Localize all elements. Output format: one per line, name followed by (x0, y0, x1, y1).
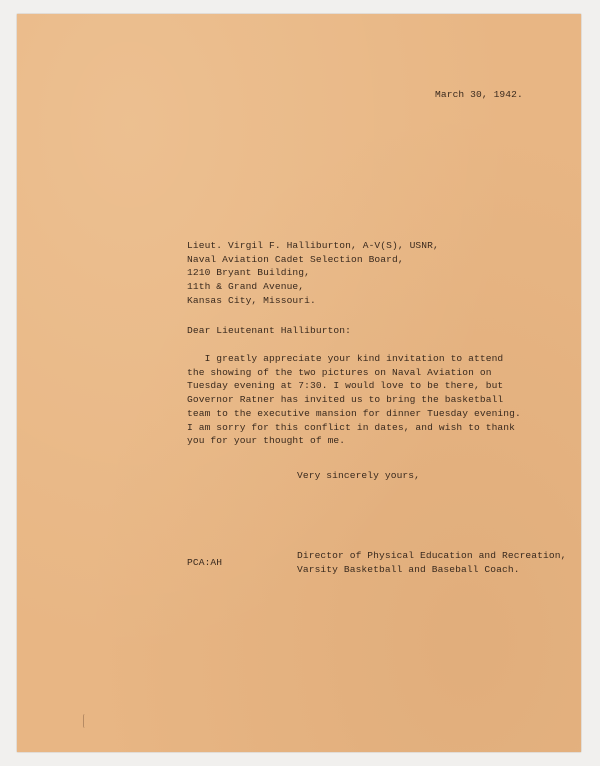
body-line: Governor Ratner has invited us to bring the basketball (187, 394, 504, 406)
signature-line: Varsity Basketball and Baseball Coach. (297, 563, 520, 575)
body-line: you for your thought of me. (187, 435, 346, 447)
letter-page (17, 14, 581, 752)
salutation: Dear Lieutenant Halliburton: (187, 325, 352, 336)
address-line: 11th & Grand Avenue, (187, 281, 305, 293)
signature-line: Director of Physical Education and Recreation, (297, 550, 567, 561)
body-line: Tuesday evening at 7:30. I would love to be there, but (187, 380, 504, 392)
recipient-address (187, 239, 439, 308)
address-line: 1210 Bryant Building, (187, 267, 311, 279)
letter-body (187, 352, 521, 448)
letter-date: March 30, 1942. (435, 89, 523, 100)
typist-initials: PCA:AH (187, 557, 223, 568)
closing: Very sincerely yours, (297, 470, 421, 481)
paper-mark (83, 714, 87, 728)
body-line: the showing of the two pictures on Naval Aviation on (187, 366, 492, 378)
body-line: team to the executive mansion for dinner Tuesday evening. (187, 407, 521, 419)
body-line: I am sorry for this conflict in dates, and wish to thank (187, 421, 516, 433)
body-line: I greatly appreciate your kind invitation to attend (187, 353, 504, 364)
address-line: Lieut. Virgil F. Halliburton, A-V(S), USNR, (187, 240, 439, 251)
address-line: Naval Aviation Cadet Selection Board, (187, 253, 404, 265)
signature-block (297, 549, 566, 576)
address-line: Kansas City, Missouri. (187, 294, 316, 306)
